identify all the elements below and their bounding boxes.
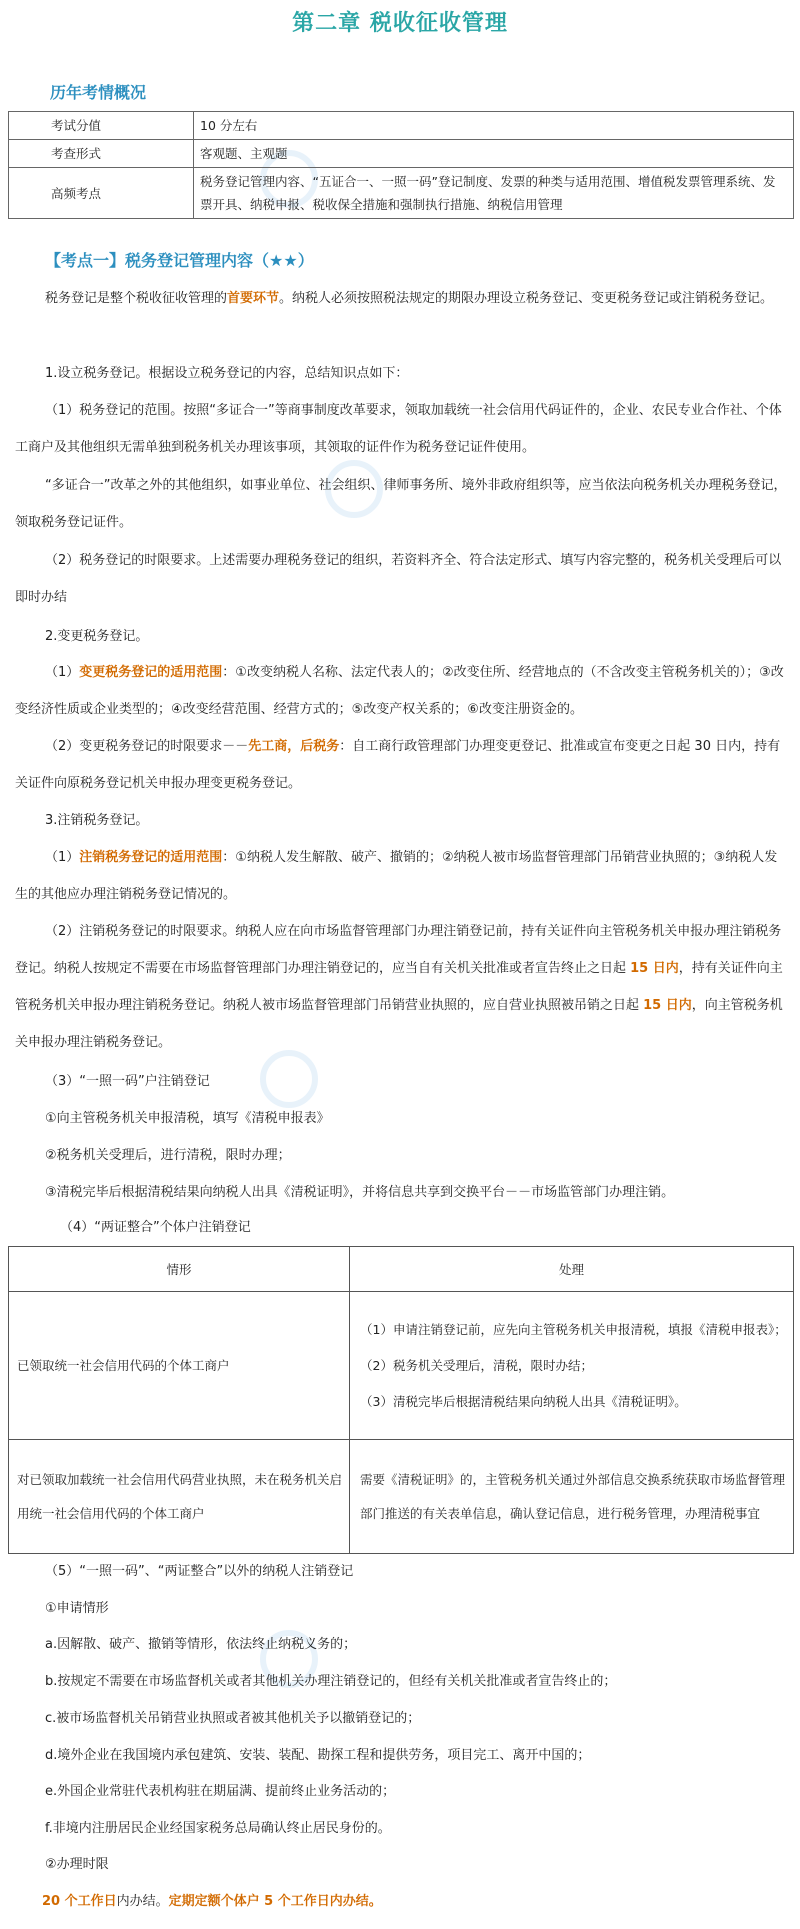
table-header: 情形 xyxy=(9,1247,350,1292)
s3-2-text: （2）注销税务登记的时限要求。纳税人应在向市场监督管理部门办理注销登记前，持有关证件向主管税务机关申报办理注销税务登记。纳税人按规定不需要在市场监督管理部门办理注销登记的，应当自有关机关批准或者宣告终止之日起 xyxy=(15,924,782,976)
table-cell-line: （1）申请注销登记前，应先向主管税务机关申报清税，填报《清税申报表》； xyxy=(360,1321,787,1337)
overview-key: 考查形式 xyxy=(9,140,194,168)
table-row xyxy=(9,168,794,219)
table-cell-line: （3）清税完毕后根据清税结果向纳税人出具《清税证明》。 xyxy=(360,1393,687,1409)
s1-heading: 1.设立税务登记。根据设立税务登记的内容，总结知识点如下： xyxy=(45,366,409,381)
list-item: ②税务机关受理后，进行清税，限时办理； xyxy=(45,1148,291,1163)
table-cell-line: （2）税务机关受理后，清税，限时办结； xyxy=(360,1357,593,1373)
s2-1-text: ：①改变纳税人名称、法定代表人的；②改变住所、经营地点的（不含改变主管税务机关的）；③改变经济性质或企业类型的；④改变经营范围、经营方式的；⑤改变产权关系的；⑥改变注册资金的。 xyxy=(15,665,784,717)
list-item: a.因解散、破产、撤销等情形，依法终止纳税义务的； xyxy=(45,1637,357,1652)
table-header: 处理 xyxy=(350,1247,794,1292)
table-row xyxy=(9,140,794,168)
deadline-text: 内办结。 xyxy=(116,1894,169,1909)
s2-1-text: （1） xyxy=(45,665,80,680)
list-item: ③清税完毕后根据清税结果向纳税人出具《清税证明》，并将信息共享到交换平台－－市场监管部门办理注销。 xyxy=(45,1185,675,1200)
intro-highlight: 首要环节 xyxy=(227,291,280,306)
s3-heading: 3.注销税务登记。 xyxy=(45,813,149,828)
s1-1b-paragraph: “多证合一”改革之外的其他组织，如事业单位、社会组织、律师事务所、境外非政府组织等，应当依法向税务机关办理税务登记，领取税务登记证件。 xyxy=(15,478,787,530)
s3-1-text: ：①纳税人发生解散、破产、撤销的；②纳税人被市场监督管理部门吊销营业执照的；③纳税人发生的其他应办理注销税务登记情况的。 xyxy=(15,850,778,902)
s3-5-2-heading: ②办理时限 xyxy=(45,1857,109,1872)
chapter-title: 第二章 税收征收管理 xyxy=(292,11,508,36)
s2-2-paragraph xyxy=(15,728,790,802)
table-header-row xyxy=(9,1247,794,1292)
s1-2-paragraph: （2）税务登记的时限要求。上述需要办理税务登记的组织，若资料齐全、符合法定形式、填写内容完整的，税务机关受理后可以即时办结 xyxy=(15,553,782,605)
list-item: c.被市场监督机关吊销营业执照或者被其他机关予以撤销登记的； xyxy=(45,1711,421,1726)
s3-2-text: ，持有关证件向主管税务机关申报办理注销税务登记。纳税人被市场监督管理部门吊销营业执照的，应自营业执照被吊销之日起 xyxy=(15,961,783,1013)
intro-text: 税务登记是整个税收征收管理的 xyxy=(45,291,228,306)
list-item: d.境外企业在我国境内承包建筑、安装、装配、勘探工程和提供劳务，项目完工、离开中国的； xyxy=(45,1748,591,1763)
s2-2-highlight: 先工商，后税务 xyxy=(248,739,340,754)
s3-1-text: （1） xyxy=(45,850,80,865)
list-item: e.外国企业常驻代表机构驻在期届满、提前终止业务活动的； xyxy=(45,1784,396,1799)
deadline-highlight: 定期定额个体户 5 个工作日内办结。 xyxy=(168,1894,382,1909)
table-row xyxy=(9,1440,794,1554)
table-cell: 需要《清税证明》的，主管税务机关通过外部信息交换系统获取市场监督管理部门推送的有关表单信息，确认登记信息，进行税务管理，办理清税事宜 xyxy=(350,1440,794,1554)
deregistration-table xyxy=(8,1246,794,1554)
overview-table xyxy=(8,111,794,219)
s2-1-highlight: 变更税务登记的适用范围 xyxy=(79,665,223,680)
deadline-paragraph xyxy=(42,1883,800,1920)
table-row xyxy=(9,112,794,140)
intro-paragraph xyxy=(15,280,790,317)
s2-1-paragraph xyxy=(15,654,790,728)
deadline-highlight: 20 个工作日 xyxy=(42,1894,117,1909)
s3-4-heading: （4）“两证整合”个体户注销登记 xyxy=(60,1220,251,1235)
s3-5-heading: （5）“一照一码”、“两证整合”以外的纳税人注销登记 xyxy=(45,1564,354,1579)
s3-2-paragraph xyxy=(15,913,790,1061)
list-item: f.非境内注册居民企业经国家税务总局确认终止居民身份的。 xyxy=(45,1821,391,1836)
s3-1-highlight: 注销税务登记的适用范围 xyxy=(79,850,223,865)
overview-key: 考试分值 xyxy=(9,112,194,140)
s1-1-paragraph: （1）税务登记的范围。按照“多证合一”等商事制度改革要求，领取加载统一社会信用代码证件的，企业、农民专业合作社、个体工商户及其他组织无需单独到税务机关办理该事项，其领取的证件作为税务登记证件使用。 xyxy=(15,403,782,455)
overview-value: 10 分左右 xyxy=(194,112,794,140)
overview-value: 税务登记管理内容、“五证合一、一照一码”登记制度、发票的种类与适用范围、增值税发票管理系统、发票开具、纳税申报、税收保全措施和强制执行措施、纳税信用管理 xyxy=(194,168,794,219)
table-cell: 对已领取加载统一社会信用代码营业执照，未在税务机关启用统一社会信用代码的个体工商户 xyxy=(9,1440,350,1554)
list-item: ①向主管税务机关申报清税，填写《清税申报表》 xyxy=(45,1111,330,1126)
table-cell: 已领取统一社会信用代码的个体工商户 xyxy=(9,1292,350,1440)
list-item: b.按规定不需要在市场监督机关或者其他机关办理注销登记的，但经有关机关批准或者宣告终止的； xyxy=(45,1674,617,1689)
s3-2-highlight: 15 日内 xyxy=(630,961,679,976)
s2-2-text: （2）变更税务登记的时限要求－－ xyxy=(45,739,249,754)
overview-key: 高频考点 xyxy=(9,168,194,219)
kp1-title: 【考点一】税务登记管理内容（★★） xyxy=(45,251,314,270)
s3-1-paragraph xyxy=(15,839,790,913)
s3-5-1-heading: ①申请情形 xyxy=(45,1601,109,1616)
s3-3-heading: （3）“一照一码”户注销登记 xyxy=(45,1074,210,1089)
s3-2-highlight: 15 日内 xyxy=(643,998,692,1013)
intro-text: 。纳税人必须按照税法规定的期限办理设立税务登记、变更税务登记或注销税务登记。 xyxy=(279,291,774,306)
table-row xyxy=(9,1292,794,1440)
s3-2-text: ，向主管税务机关申报办理注销税务登记。 xyxy=(15,998,783,1050)
overview-heading: 历年考情概况 xyxy=(50,83,147,102)
s2-2-text: ：自工商行政管理部门办理变更登记、批准或宣布变更之日起 30 日内，持有关证件向原税务登记机关申报办理变更税务登记。 xyxy=(15,739,781,791)
s2-heading: 2.变更税务登记。 xyxy=(45,629,149,644)
overview-value: 客观题、主观题 xyxy=(194,140,794,168)
table-cell xyxy=(350,1292,794,1440)
